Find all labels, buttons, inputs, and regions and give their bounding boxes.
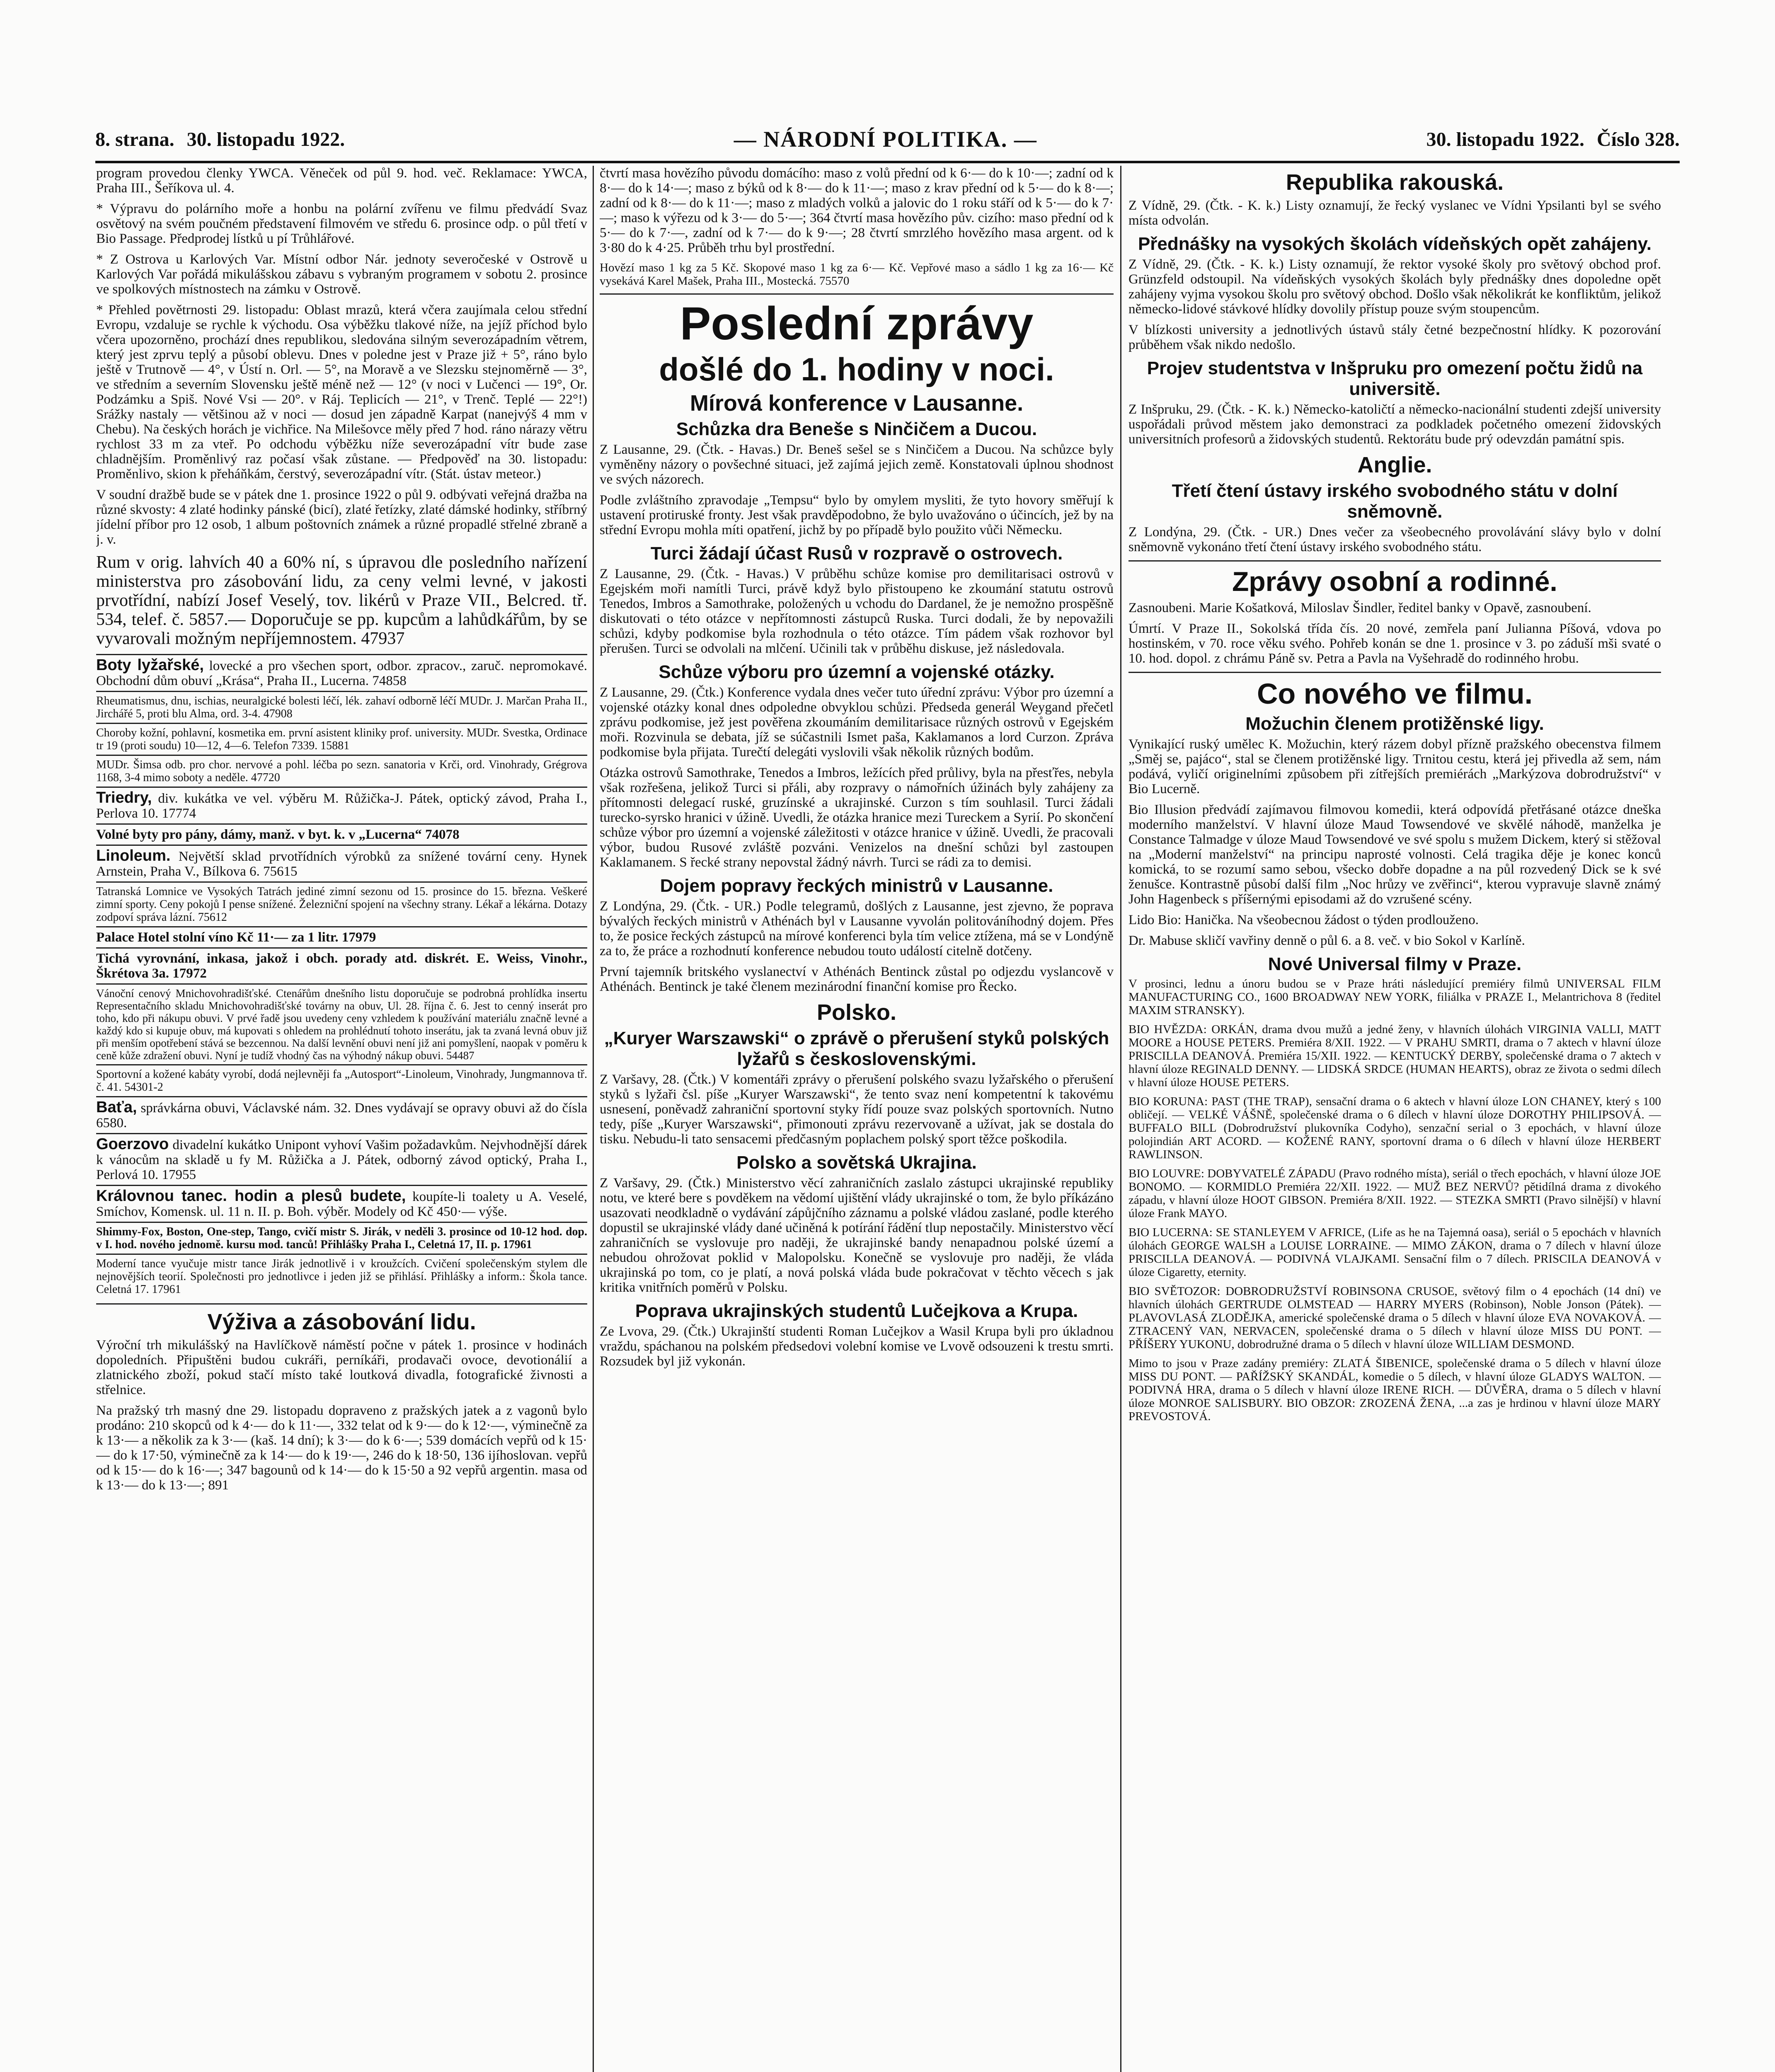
subheadline: došlé do 1. hodiny v noci. xyxy=(659,351,1054,387)
paragraph: Z Varšavy, 28. (Čtk.) V komentáři zprávy o přerušení polského svazu lyžařského o přerušení styků s lyžaři čsl. píše „Kuryer Warszawski“, že tento svaz není kompetentní k takovému usnesení, poněvadž zahraniční sportovní styky řídí pouze svaz polských sportovních. Nutno tedy, píše „Kuryer Warszawski“, přimonouti zprávu rezervovaně a užívat, jak se dostala do tisku. Nebudu-li tato sensacemi předčasným poplachem polský sport těžce poškodila. xyxy=(600,1072,1114,1147)
rum-ad: Rum v orig. lahvích 40 a 60% ní, s úpravou dle posledního nařízení ministerstva pro zásobování lidu, za ceny velmi levné, v jakosti prvotřídní, nabízí Josef Veselý, tov. likérů v Praze VII., Belcred. tř. 534, telef. č. 5857.— Doporučuje se pp. kupcům a lahůdkářům, by se vyvarovali možným nepříjemnostem. 47937 xyxy=(96,553,587,648)
section-heading: Co nového ve filmu. xyxy=(1257,678,1533,710)
paragraph: V prosinci, lednu a únoru budou se v Praze hráti následující premiéry filmů UNIVERSAL FILM MANUFACTURING CO., 1600 BROADWAY NEW YORK, filiálka v PRAZE I., Melantrichova 8 (ředitel MAXIM STRANSKY). xyxy=(1128,977,1661,1017)
ad-title: Goerzovo xyxy=(96,1135,169,1153)
paragraph: BIO LOUVRE: DOBYVATELÉ ZÁPADU (Pravo rodného místa), seriál o třech epochách, v hlavní úloze JOE BONOMO. — KORMIDLO Premiéra 22/XII. 1922. — MUŽ BEZ NERVŮ? pětidílná drama z divokého západu, v hlavní úloze HOOT GIBSON. Premiéra 8/XII. 1922. — STEZKA SMRTI (Pravo silnější) v hlavní úloze Frank MAYO. xyxy=(1128,1167,1661,1220)
paragraph: BIO LUCERNA: SE STANLEYEM V AFRICE, (Life as he na Tajemná oasa), seriál o 5 epochách v hlavních úlohách GEORGE WALSH a LOUISE LORRAINE. — MIMO ZÁKON, drama o 7 dílech v hlavní úloze PRISCILLA DEANOVÁ. — PODIVNÁ VLAJKAMI. Sensační film o 7 dílech. PRISCILA DEANOVÁ v úloze Cigaretty, eternity. xyxy=(1128,1226,1661,1279)
ad-ski-boots xyxy=(96,654,587,691)
ad-tatranska-lomnice xyxy=(96,881,587,926)
ad-text: Tichá vyrovnání, inkasa, jakož i obch. porady atd. diskrét. E. Weiss, Vinohr., Škrétova 3a. 17972 xyxy=(96,951,587,981)
ad-text: Sportovní a kožené kabáty vyrobí, dodá nejlevněji fa „Autosport“-Linoleum, Vinohrady, Jungmannova tř. č. 41. 54301-2 xyxy=(96,1068,587,1094)
separator xyxy=(96,1303,587,1305)
ad-text: Tatranská Lomnice ve Vysokých Tatrách jediné zimní sezonu od 15. prosince do 15. března. Veškeré zimní sporty. Ceny pokojů I pense snížené. Železniční spojení na všechny strany. Lékař a lékárna. Dotazy zodpoví správa lázní. 75612 xyxy=(96,885,587,924)
paragraph: Z Lausanne, 29. (Čtk. - Havas.) V průběhu schůze komise pro demilitarisaci ostrovů v Egejském moři namítli Turci, právě když bylo přistoupeno ke zkoumání statutu ostrovů Tenedos, Imbros a Samothrake, položených u vchodu do Dardanel, že je nemožno prospěšně diskutovati o této otázce v nepřítomnosti zástupců Ruska. Turci dodali, že by nepovažili schůzi, kdyby podkomise byla rozhodnula o této otázce. Tím pádem však rozhovor byl přerušen. Turci se odvolali na mlčení. Učinili tak v průběhu diskuse, jež následovala. xyxy=(600,566,1114,656)
separator xyxy=(1128,672,1661,673)
ad-text: lovecké a pro všechen sport, odbor. zpracov., zaruč. nepromokavé. Obchodní dům obuví „Krása“, Praha II., Lucerna. 74858 xyxy=(96,658,587,688)
article-subheading: Dojem popravy řeckých ministrů v Lausanne. xyxy=(660,876,1053,896)
article-heading: Polsko. xyxy=(816,1000,897,1025)
article-subheading: Možuchin členem protižěnské ligy. xyxy=(1245,714,1544,734)
header-date-right: 30. listopadu 1922. xyxy=(1426,128,1584,150)
paragraph: BIO HVĚZDA: ORKÁN, drama dvou mužů a jedné ženy, v hlavních úlohách VIRGINIA VALLI, MATT MOORE a HOUSE PETERS. Premiéra 8/XII. 1922. — V PRAHU SMRTI, drama o 7 aktech v hlavní úloze PRISCILLA DEANOVÁ. Premiéra 15/XII. 1922. — KENTUCKÝ DERBY, společenské drama o 7 aktech v hlavní úloze REGINALD DENNY. — LIDSKÁ SRDCE (HUMAN HEARTS), obraz ze života o sedmi dílech v hlavní úloze HOUSE PETERS. xyxy=(1128,1023,1661,1089)
ad-text: Shimmy-Fox, Boston, One-step, Tango, cvičí mistr S. Jirák, v neděli 3. prosince od 10-12 hod. dop. v I. hod. nového jednomě. kursu mod. tanců! Přihlášky Praha I., Celetná 17, II. p. 17961 xyxy=(96,1225,587,1251)
paragraph: Bio Illusion předvádí zajímavou filmovou komedii, která odpovídá přetřásané otázce dneška moderního manželství. V hlavní úloze Maud Towsendové ve skvělé náhodě, manželka je Constance Talmadge v úloze Maud Towsendové ve své spolu s mužem Dickem, který si stěžoval na „Moderní manželství“ na principu naprosté volnosti. Celá tragika děje je konec konců komická, to se rozumí samo sebou, všecko dobře dopadne a na půl rozvedený Dick se k své ženušce. Kontrastně působí další film „Noc hrůzy ve zvěřinci“, kterou vypravuje slavně známý John Hagenbeck s příšernými episodami až do vzrušené scény. xyxy=(1128,802,1661,907)
paragraph: program provedou členky YWCA. Věneček od půl 9. hod. več. Reklamace: YWCA, Praha III., Šeříkova ul. 4. xyxy=(96,166,587,196)
article-subheading: Nové Universal filmy v Praze. xyxy=(1268,954,1522,974)
issue-number: Číslo 328. xyxy=(1596,128,1680,150)
paragraph: Z Varšavy, 29. (Čtk.) Ministerstvo věcí zahraničních zaslalo zástupci ukrajinské republiky notu, ve které bere s povděkem na vědomí ujištění vlády ukrajinské o tom, že bylo příkázáno usazovati neodkladně o vydávání zápůjčního záznamu a polské vládou zaslané, podle kterého dopustil se ukrajinské vlády dané učiněná k potírání řádění tlup nepostačily. Ministerstvo věcí zahraničních se vyslovuje pro naději, že ukrajinské bandy nenapadnou polské území a nebudou ohrožovat poklid v Malopolsku. Konečně se vyslovuje pro naději, že vláda ukrajinská po tom, co je platí, a nová polská vláda bude pokračovat v těchto věcech s jak kritika vnitřních poměrů v Polsku. xyxy=(600,1176,1114,1295)
header-rule xyxy=(95,161,1680,163)
ad-title: Boty lyžařské, xyxy=(96,656,204,674)
paragraph: Na pražský trh masný dne 29. listopadu dopraveno z pražských jatek a z vagonů bylo prodáno: 210 skopců od k 4·— do k 11·—, 332 telat od k 9·— do k 12·—, výminečně za k 13·— a několik za k 3·— (kaš. 14 dní); k 3·— do k 6·—; 539 domácích vepřů od k 15·— do k 17·50, výminečně za k 14·— do k 19·—, 246 do k 18·50, 136 ijíhoslovan. vepřů od k 15·— do k 16·—; 347 bagounů od k 14·— do k 15·50 a 92 vepřů argentin. masa od k 13·— do k 13·—; 891 xyxy=(96,1403,587,1493)
ad-title: Triedry, xyxy=(96,789,152,806)
ad-skin-diseases xyxy=(96,723,587,755)
paragraph: Ze Lvova, 29. (Čtk.) Ukrajinští studenti Roman Lučejkov a Wasil Krupa byli pro úkladnou vraždu, spáchanou na polském předsedovi volební komise ve Lvově odsouzeni k trestu smrti. Rozsudek byl již vykonán. xyxy=(600,1324,1114,1369)
paragraph: Z Vídně, 29. (Čtk. - K. k.) Listy oznamují, že řecký vyslanec ve Vídni Ypsilanti byl se svého místa odvolán. xyxy=(1128,198,1661,228)
paragraph: Vynikající ruský umělec K. Možuchin, který rázem dobyl přízně pražského obecenstva filmem „Směj se, pajáco“, stal se členem protižěnské ligy. Trnitou cestu, která jej přivedla až sem, nám podává, vyličí originelními způsobem při zítřejších premiérách „Markýzova dobrodružství“ v Bio Lucerně. xyxy=(1128,737,1661,796)
ad-dance-course xyxy=(96,1222,587,1254)
paragraph: Úmrtí. V Praze II., Sokolská třída čís. 20 nové, zemřela paní Julianna Píšová, vdova po hostinském, v 70. roce věku svého. Pohřeb konán se dne 1. prosince v 3. po záduší mši svaté o 10. hod. dopol. z chrámu Páně sv. Petra a Pavla na Vyšehradě do rodinného hrobu. xyxy=(1128,621,1661,666)
paragraph: Hovězí maso 1 kg za 5 Kč. Skopové maso 1 kg za 6·— Kč. Vepřové maso a sádlo 1 kg za 16·— Kč vysekává Karel Mašek, Praha III., Mostecká. 75570 xyxy=(600,261,1114,288)
weather-report: * Přehled povětrnosti 29. listopadu: Oblast mrazů, která včera zaujímala celou střední Evropu, vzdaluje se rychle k východu. Osa výběžku tlakové níže, na jejíž příchod bylo včera upozorněno, prochází dnes republikou, sledována silným severozápadním větrem, který jest zprvu teplý a působí oblevu. Dnes v poledne jest v Praze již + 5°, ráno bylo ještě v Trutnově — 4°, v Ústí n. Orl. — 5°, na Moravě a ve Slezsku stejnoměrně — 3°, ve středním a severním Slovensku ještě méně než — 12° (v noci v Lučenci — 19°, Or. Podzámku a Spiš. Nové Vsi — 20°. v Ráj. Teplicích — 21°, v Trenč. Teplé — 22°!) Srážky nastaly — většinou až v noci — dosud jen západně Karpat (nanejvýš 4 mm v Chebu). Na českých horách je vichřice. Na Milešovce měly před 7 hod. ráno nárazy větru rychlost 33 m za vteř. Po odchodu výběžku níže severozápadní vítr bude zase chladnějším. Proměnlivý raz počasí však zůstane. — Předpověď na 30. listopadu: Proměnlivo, skion k přeháňkám, čerstvý, severozápadní vítr. (Stát. ústav meteor.) xyxy=(96,303,587,482)
article-subheading: Třetí čtení ústavy irského svobodného státu v dolní sněmovně. xyxy=(1172,481,1618,522)
ad-text: MUDr. Šimsa odb. pro chor. nervové a pohl. léčba po sezn. sanatoria v Krči, ord. Vinohrady, Grégrova 1168, 3-4 mimo soboty a neděle. 47720 xyxy=(96,758,587,784)
ad-mudr-simsa xyxy=(96,755,587,787)
ad-shoes xyxy=(96,983,587,1064)
ad-title: Baťa, xyxy=(96,1099,137,1116)
ad-text: Rheumatismus, dnu, ischias, neuralgické bolesti léčí, lék. zahaví odborně léčí MUDr. J. Marčan Praha II., Jirchářé 5, proti blu Alma, ord. 3-4. 47908 xyxy=(96,695,587,720)
article-subheading: Schůze výboru pro územní a vojenské otázky. xyxy=(659,662,1055,682)
paragraph: Z Inšpruku, 29. (Čtk. - K. k.) Německo-katoličtí a německo-nacionální studenti zdejší university uspořádali průvod městem jako demonstraci za podkladek početného omezení židovských universitních profesorů a židovských studentů. Rektorátu bude prý odevzdán památní spis. xyxy=(1128,402,1661,447)
paragraph: * Z Ostrova u Karlových Var. Místní odbor Nár. jednoty severočeské v Ostrově u Karlových Var pořádá mikulášskou zábavu s vybraným programem v sobotu 2. prosince ve spolkových místnostech na zámku v Ostrově. xyxy=(96,252,587,297)
page-header xyxy=(95,124,1680,154)
ad-title: Královnou tanec. hodin a plesů budete, xyxy=(96,1187,406,1205)
column-divider xyxy=(593,166,594,2072)
paragraph: Lido Bio: Hanička. Na všeobecnou žádost o týden prodlouženo. xyxy=(1128,913,1479,927)
paragraph: Otázka ostrovů Samothrake, Tenedos a Imbros, ležících před průlivy, byla na přesťřes, nebyla však rozřešena, jelikož Turci si přáli, aby rozpravy o námořních úžinách byly zahájeny za přítomnosti delegací ruské, gruzínské a ukrajinské. Curzon s tím souhlasil. Turci žádali turecko-syrsko hranici v úžině. Uvedli, že otázka hranice mezi Tureckem a Syrií. Po skončení schůze výbor pro územní a vojenské záležitosti v otázce hranice v úžině. Uvedli, že pracovali výbor, budou Rusové zvláště pozváni. Venizelos na dnešní schůzi byl zastoupen Kaklamanem. S řecké strany nepovstal žádný návrh. Turci se rádi za to demisi. xyxy=(600,765,1114,870)
paragraph: Dr. Mabuse skličí vavřiny denně o půl 6. a 8. več. v bio Sokol v Karlíně. xyxy=(1128,933,1525,948)
ad-palace-hotel xyxy=(96,926,587,947)
paragraph: Z Lausanne, 29. (Čtk.) Konference vydala dnes večer tuto úřední zprávu: Výbor pro územní a vojenské otázky konal dnes odpoledne obvyklou schůzi. Předseda generál Weygand přečetl zprávu podkomise, jež jest pověřena zkoumáním demilitarisace různých ostrovů v Egejském moři. Rozvinula se debata, jíž se súčastnili Ismet paša, Kaklamanos a lord Curzon. Zpráva podkomise byla přijata. Turečtí delegáti vyslovili však několik různých bodům. xyxy=(600,685,1114,760)
paragraph: Zasnoubeni. Marie Košatková, Miloslav Šindler, ředitel banky v Opavě, zasnoubení. xyxy=(1128,600,1591,615)
column-3 xyxy=(1128,166,1661,2072)
ad-text: Volné byty pro pány, dámy, manž. v byt. k. v „Lucerna“ 74078 xyxy=(96,827,460,842)
ad-text: správkárna obuvi, Václavské nám. 32. Dnes vydávají se opravy obuvi až do čísla 6580. xyxy=(96,1101,587,1130)
article-heading: Mírová konference v Lausanne. xyxy=(690,391,1024,416)
paragraph: BIO KORUNA: PAST (THE TRAP), sensační drama o 6 aktech v hlavní úloze LON CHANEY, který s 100 obličejí. — VELKÉ VÁŠNĚ, společenské drama o 6 dílech v hlavní úloze DOROTHY PHILIPSOVÁ. — BUFFALO BILL (Dobrodružství plukovníka Codyho), senzační serial o 3 epochách, v hlavní úloze polojindián ART ACORD. — KOŽENÉ RANY, sportovní drama o 6 dílech v hlavní úloze HERBERT RAWLINSON. xyxy=(1128,1095,1661,1161)
page-number: 8. strana. xyxy=(95,128,174,150)
headline: Poslední zprávy xyxy=(680,298,1034,349)
paragraph: * Výpravu do polárního moře a honbu na polární zvířenu ve filmu předvádí Svaz osvětový na svém poučném představení filmovém ve středu 6. prosince odp. o půl třetí v Bio Passage. Předprodej lístků u pí Trůhlářové. xyxy=(96,201,587,246)
article-subheading: Polsko a sovětská Ukrajina. xyxy=(736,1152,977,1173)
paragraph: Z Vídně, 29. (Čtk. - K. k.) Listy oznamují, že rektor vysoké školy pro světový obchod prof. Grünzfeld odstoupil. Na vídeňských vysokých školách byly přednášky dnes dopoledne opět zahájeny vyjma vysokou školu pro světový obchod. Došlo však několikrát ke konfliktům, jelikož německo-lidové stávkové hlídky dovolily přístup pouze svým stoupencům. xyxy=(1128,257,1661,317)
article-subheading: Turci žádají účast Rusů v rozpravě o ostrovech. xyxy=(650,543,1063,564)
ad-text: Choroby kožní, pohlavní, kosmetika em. první asistent kliniky prof. university. MUDr. Svestka, Ordinace tr 19 (proti soudu) 10—12, 4—6. Telefon 7339. 15881 xyxy=(96,726,587,752)
paragraph: Z Lausanne, 29. (Čtk. - Havas.) Dr. Beneš sešel se s Ninčičem a Ducou. Na schůzce byly vyměněny názory o povšechné situaci, jež zajímá jejich země. Konstatovali úplnou shodnost ve svých názorech. xyxy=(600,442,1114,487)
ad-text: Vánoční cenový Mnichovohradišťské. Ctenářům dnešního listu doporučuje se podrobná prohlídka insertu Representačního skladu Mnichovohradišťské továrny na obuv, Ul. 28. října č. 6. Jest to cenný inserát pro toho, kdo při nákupu obuvi. V prvé řadě jsou uvedeny ceny vzhledem k používání materiálu značně levné a každý kdo si kupuje obuv, má kupovati s ohledem na prohlédnutí tohoto inserátu, jak ta zvaná levná obuv již při menším opotřebení stává se bezcennou. Na další levnění obuvi není již ani pomyšlení, naopak v poměru k ceně kůže zdražení obuvi. Nyní je tudíž vhodný čas na výhodný nákup obuvi. 54487 xyxy=(96,987,587,1062)
ad-sport-coats xyxy=(96,1064,587,1096)
ad-text: Moderní tance vyučuje mistr tance Jirák jednotlivě i v kroužcích. Cvičení společenským stylem dle nejnovějších teorií. Společnosti pro jednotlivce i jeden již se přihlásí. Přihlášky a inform.: Škola tance. Celetná 17. 17961 xyxy=(96,1257,587,1296)
separator xyxy=(600,293,1114,295)
ad-bata xyxy=(96,1096,587,1133)
article-subheading: Přednášky na vysokých školách vídeňských opět zahájeny. xyxy=(1138,234,1652,254)
paragraph: První tajemník britského vyslanectví v Athénách Bentinck zůstal po odjezdu vyslancově v Athénách. Bentinck je také členem mezinárodní finanční komise pro Řecko. xyxy=(600,964,1114,994)
column-2 xyxy=(600,166,1114,2072)
section-heading: Zprávy osobní a rodinné. xyxy=(1232,566,1557,597)
paragraph: V soudní dražbě bude se v pátek dne 1. prosince 1922 o půl 9. odbývati veřejná dražba na různé skvosty: 4 zlaté hodinky pánské (bicí), zlaté řetízky, zlaté dámské hodinky, stříbrný jídelní příbor pro 12 osob, 1 album poštovních známek a různé propadlé střelné zbraně a j. v. xyxy=(96,487,587,547)
paragraph: Z Londýna, 29. (Čtk. - UR.) Podle telegramů, došlých z Lausanne, jest zjevno, že poprava bývalých řeckých ministrů v Athénách byl v Lausanne vyvolán politováníhodný dojem. Přes to, že posice řeckých zástupců na mírové konferenci byla tím velice ztížena, má se v Londýně za to, že práce a rozhodnutí konference nebudou touto událostí citelně dotčeny. xyxy=(600,899,1114,959)
newspaper-title: — NÁRODNÍ POLITIKA. — xyxy=(734,127,1037,152)
ad-text: div. kukátka ve vel. výběru M. Růžička-J. Pátek, optický závod, Praha I., Perlova 10. 17774 xyxy=(96,791,587,821)
article-heading: Republika rakouská. xyxy=(1286,170,1504,195)
ad-title: Linoleum. xyxy=(96,847,171,864)
ad-text: divadelní kukátko Unipont vyhoví Vašim požadavkům. Nejvhodnější dárek k vánocům na skladě u fy M. Růžička a J. Pátek, odborný závod optický, Praha I., Perlová 10. 17955 xyxy=(96,1138,587,1182)
article-subheading: Projev studentstva v Inšpruku pro omezení počtu židů na universitě. xyxy=(1147,358,1643,399)
column-divider xyxy=(1120,166,1121,2072)
ad-modern-dance xyxy=(96,1254,587,1298)
ad-rheumatism xyxy=(96,691,587,723)
ad-goerz xyxy=(96,1133,587,1185)
paragraph: BIO SVĚTOZOR: DOBRODRUŽSTVÍ ROBINSONA CRUSOE, světový film o 4 epochách (14 dní) ve hlavních úlohách GERTRUDE OLMSTEAD — HARRY MYERS (Robinson), Noble Jonson (Pátek). — PLAVOVLASÁ ZLODĚJKA, americké společenské drama o 5 dílech v hlavní úloze EVA NOVAKOVÁ. — ZTRACENÝ VAN, NERVACEN, společenské drama o 5 dílech v hlavní úloze MISS DU PONT. — PŘÍŠERY YUKONU, dobrodružné drama o 5 dílech v hlavní úloze WILLIAM DESMOND. xyxy=(1128,1285,1661,1351)
paragraph: V blízkosti university a jednotlivých ústavů stály četné bezpečnostní hlídky. K pozorování průběhem však nikdo nedošlo. xyxy=(1128,322,1661,352)
article-subheading: Schůzka dra Beneše s Ninčičem a Ducou. xyxy=(676,419,1037,439)
column-1 xyxy=(96,166,587,2072)
paragraph: Mimo to jsou v Praze zadány premiéry: ZLATÁ ŠIBENICE, společenské drama o 5 dílech v hlavní úloze MISS DU PONT. — PAŘÍŽSKÝ SKANDÁL, komedie o 5 dílech, v hlavní úloze GLADYS WALTON. — PODIVNÁ HRA, drama o 5 dílech v hlavní úloze IRENE RICH. — DŮVĚRA, drama o 5 dílech v hlavní úloze MONROE SALISBURY. BIO OBZOR: ZROZENÁ ŽENA, ...a zas je hrdinou v hlavní úloze MARY PREVOSTOVÁ. xyxy=(1128,1357,1661,1423)
separator xyxy=(1128,560,1661,562)
ad-inkasa xyxy=(96,947,587,983)
ad-text: Palace Hotel stolní víno Kč 11·— za 1 litr. 17979 xyxy=(96,930,376,945)
ad-toilets xyxy=(96,1185,587,1222)
ad-text: koupíte-li toalety u A. Veselé, Smíchov, Komensk. ul. 11 n. II. p. Boh. výběr. Modely od Kč 450·— výše. xyxy=(96,1189,587,1219)
article-subheading: Poprava ukrajinských studentů Lučejkova a Krupa. xyxy=(635,1301,1078,1321)
ad-flats xyxy=(96,823,587,845)
section-heading: Výživa a zásobování lidu. xyxy=(207,1310,476,1334)
paragraph: Z Londýna, 29. (Čtk. - UR.) Dnes večer za všeobecného provolávání slávy bylo v dolní sněmovně vykonáno třetí čtení ústavy irského svobodného státu. xyxy=(1128,525,1661,554)
article-heading: Anglie. xyxy=(1357,453,1432,477)
ad-linoleum xyxy=(96,845,587,881)
header-date-left: 30. listopadu 1922. xyxy=(186,128,345,150)
article-subheading: „Kuryer Warszawski“ o zprávě o přerušení styků polských lyžařů s československými. xyxy=(604,1028,1109,1069)
paragraph: Podle zvláštního zpravodaje „Tempsu“ bylo by omylem mysliti, že tyto hovory směřují k ustavení protiruské fronty. Jest však pravděpodobno, že bylo uvažováno o účincích, jež by na střední Evropu mohla míti opatření, jichž by po případě bylo použito vůči Německu. xyxy=(600,493,1114,537)
paragraph: čtvrtí masa hovězího původu domácího: maso z volů přední od k 6·— do k 10·—; zadní od k 8·— do k 14·—; maso z býků od k 8·— do k 11·—; maso z krav přední od k 5·— do k 8·—; zadní od k 8·— do k 11·—; maso z mladých volků a jalovic do 1 roku stáří od k 5·— do k 7·—; maso k výřezu od k 3·— do 5·—; 364 čtvrtí masa hovězího pův. cizího: maso přední od k 5·— do k 7·—, zadní od k 7·— do k 9·—; 28 čtvrtí smrzlého hovězího masa argent. od k 3·80 do k 4·25. Průběh trhu byl prostřední. xyxy=(600,166,1114,255)
ad-text: Největší sklad prvotřídních výrobků za snížené tovární ceny. Hynek Arnstein, Praha V., Bílkova 6. 75615 xyxy=(96,849,587,879)
paragraph: Výroční trh mikulášský na Havlíčkově náměstí počne v pátek 1. prosince v hodinách dopoledních. Připuštěni budou cukráři, perníkáři, prodavači ovoce, devotionálií a zlatnického zboží, pokud stačí místo také loutková divadla, fotografické živnosti a střelnice. xyxy=(96,1338,587,1397)
ad-binoculars xyxy=(96,787,587,823)
